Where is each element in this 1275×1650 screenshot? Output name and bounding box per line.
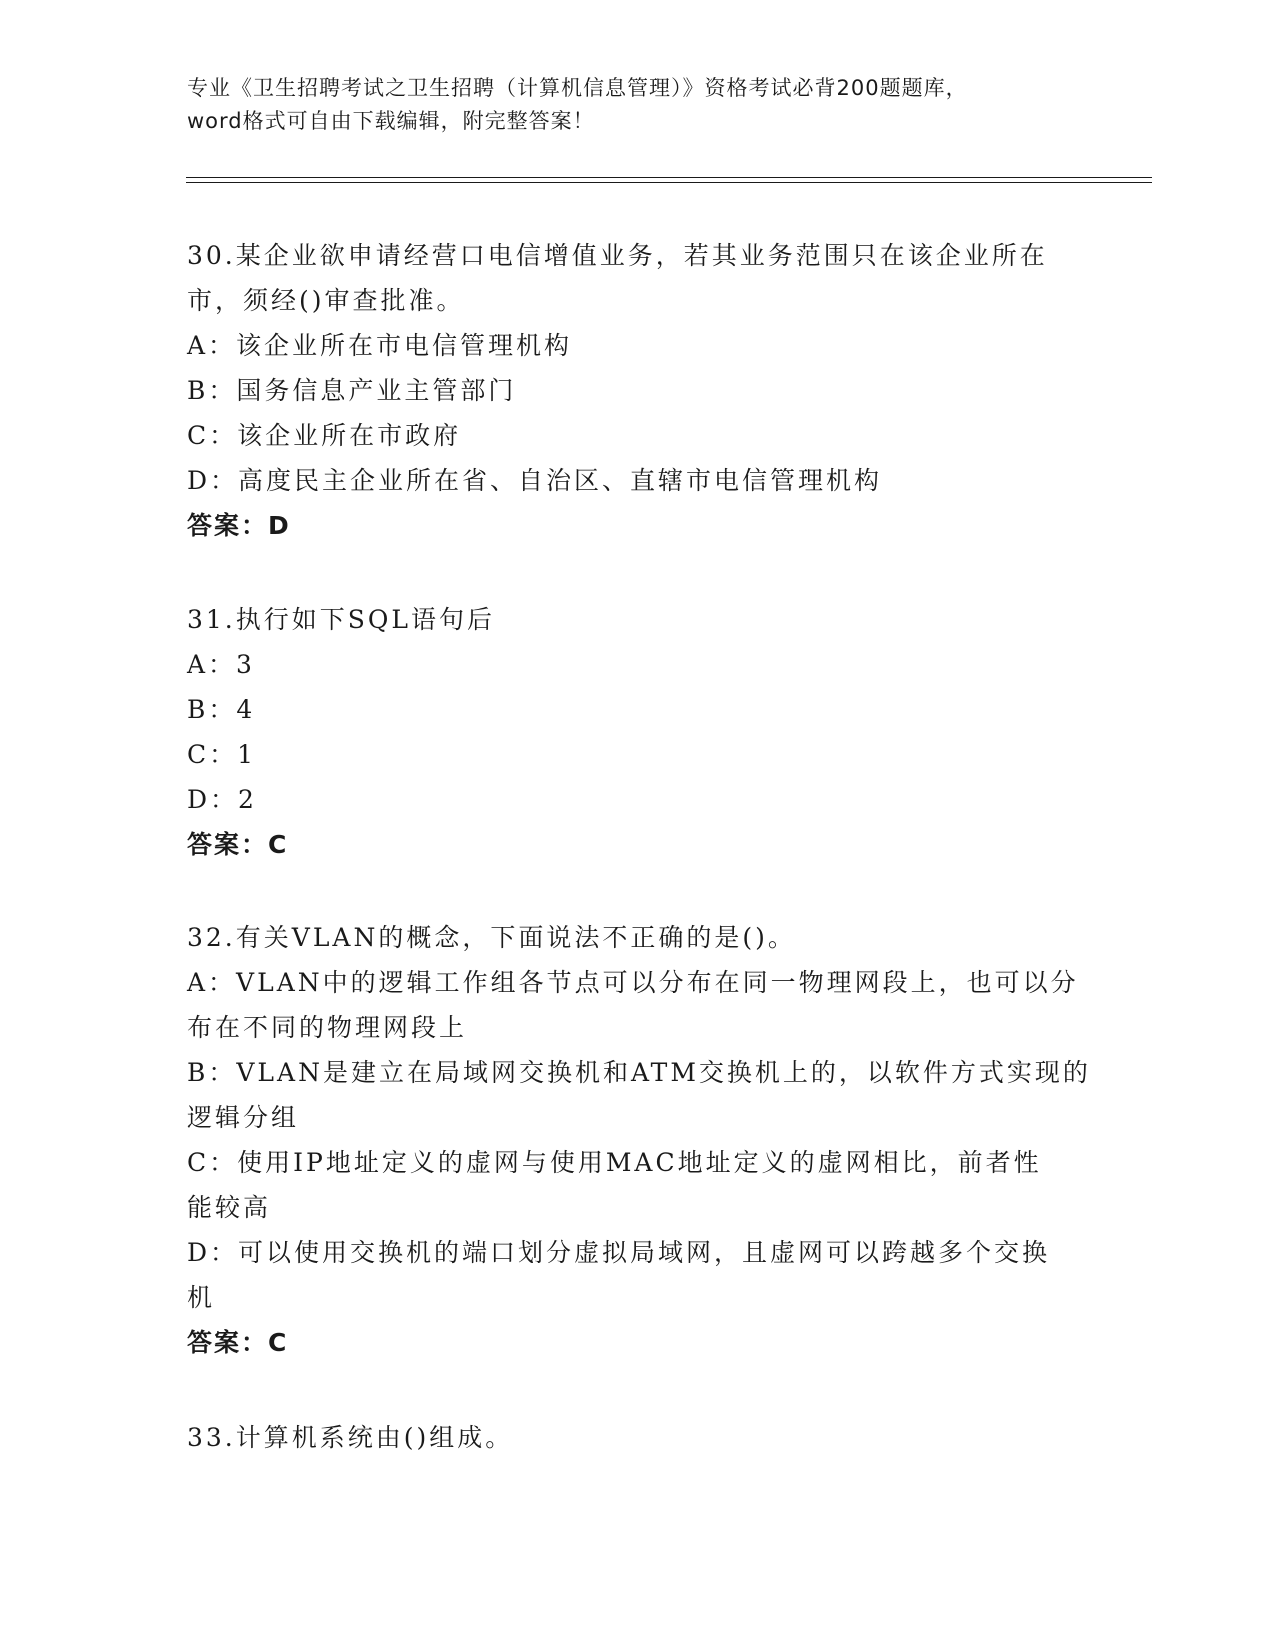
question-33 <box>187 1415 1087 1460</box>
option-b: B：VLAN是建立在局域网交换机和ATM交换机上的，以软件方式实现的 <box>187 1058 1091 1087</box>
header-line-2: word格式可自由下载编辑，附完整答案！ <box>187 109 595 133</box>
option-d-continued: 机 <box>187 1283 216 1312</box>
option-c: C：该企业所在市政府 <box>187 421 462 450</box>
option-c: C：1 <box>187 740 257 769</box>
question-stem: 30.某企业欲申请经营口电信增值业务，若其业务范围只在该企业所在 <box>187 241 1048 270</box>
question-stem: 市，须经()审查批准。 <box>187 286 465 315</box>
question-stem: 33.计算机系统由()组成。 <box>187 1423 514 1452</box>
option-c: C：使用IP地址定义的虚网与使用MAC地址定义的虚网相比，前者性 <box>187 1148 1042 1177</box>
option-a: A：3 <box>187 650 255 679</box>
option-b: B：4 <box>187 695 256 724</box>
option-a-continued: 布在不同的物理网段上 <box>187 1013 468 1042</box>
question-31 <box>187 597 1087 867</box>
question-stem: 32.有关VLAN的概念，下面说法不正确的是()。 <box>187 923 796 952</box>
answer: 答案：C <box>187 830 289 859</box>
option-c-continued: 能较高 <box>187 1193 272 1222</box>
option-d: D：2 <box>187 785 257 814</box>
option-d: D：可以使用交换机的端口划分虚拟局域网，且虚网可以跨越多个交换 <box>187 1238 1051 1267</box>
question-32 <box>187 915 1091 1365</box>
option-a: A：该企业所在市电信管理机构 <box>187 331 573 360</box>
question-30 <box>187 233 1087 548</box>
option-a: A：VLAN中的逻辑工作组各节点可以分布在同一物理网段上，也可以分 <box>187 968 1079 997</box>
header-divider-bottom <box>186 182 1152 183</box>
option-b-continued: 逻辑分组 <box>187 1103 300 1132</box>
document-header <box>187 72 1087 138</box>
answer: 答案：C <box>187 1328 289 1357</box>
header-divider-top <box>186 177 1152 178</box>
question-stem: 31.执行如下SQL语句后 <box>187 605 495 634</box>
header-line-1: 专业《卫生招聘考试之卫生招聘（计算机信息管理）》资格考试必背200题题库， <box>187 76 968 100</box>
answer: 答案：D <box>187 511 291 540</box>
option-d: D：高度民主企业所在省、自治区、直辖市电信管理机构 <box>187 466 883 495</box>
option-b: B：国务信息产业主管部门 <box>187 376 517 405</box>
